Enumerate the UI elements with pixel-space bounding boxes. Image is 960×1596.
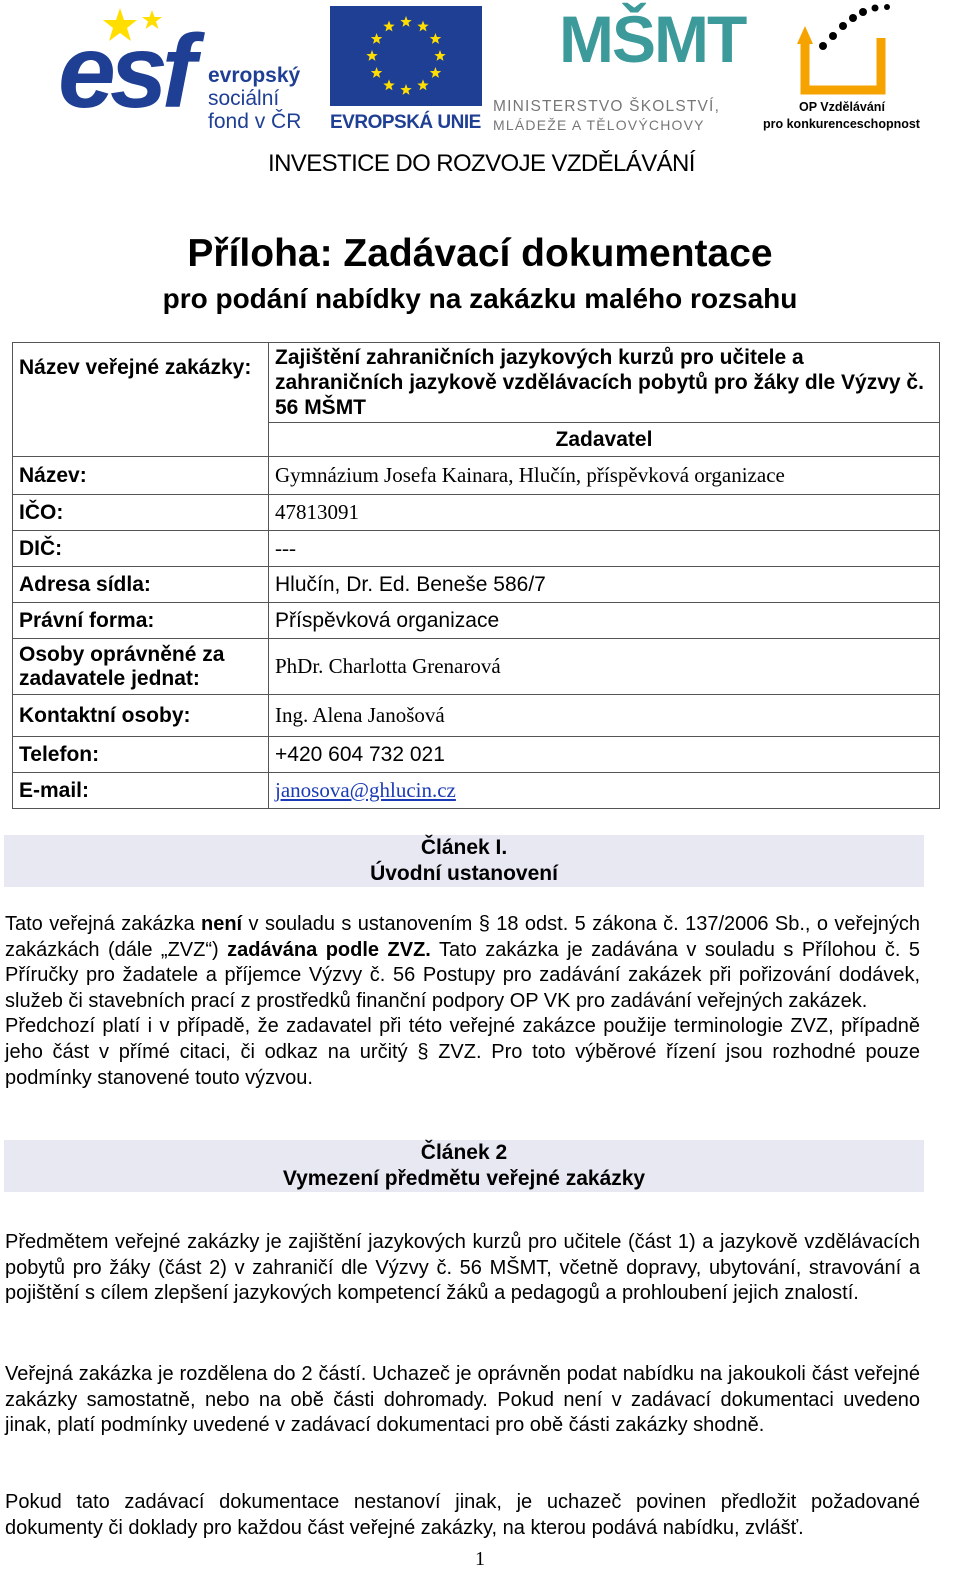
article-2-number: Článek 2 <box>420 1141 508 1164</box>
row-value: Příspěvková organizace <box>269 603 940 639</box>
esf-logo <box>58 6 320 132</box>
row-label: Osoby oprávněné za zadavatele jednat: <box>13 639 269 695</box>
eu-logo <box>330 6 485 132</box>
eu-star-icon <box>417 79 428 90</box>
article-1-paragraph-2: Předchozí platí i v případě, že zadavatel při této veřejné zakázce použije terminologie ZVZ, případně jeho část v přímé citaci, či odkaz na určitý § ZVZ. Pro toto výběrové řízení jsou rozhodné pouze podmínky stanovené touto výzvou. <box>5 1015 920 1089</box>
row-label: IČO: <box>13 495 269 531</box>
contract-name-value: Zajištění zahraničních jazykových kurzů pro učitele a zahraničních jazykově vzdělávacích pobytů pro žáky dle Výzvy č. 56 MŠMT <box>269 343 940 423</box>
table-row <box>13 457 940 495</box>
row-value: Gymnázium Josefa Kainara, Hlučín, příspěvková organizace <box>269 457 940 495</box>
table-row <box>13 531 940 567</box>
op-line-2: pro konkurenceschopnost <box>763 117 920 131</box>
eu-star-icon <box>400 84 411 95</box>
page-number: 1 <box>475 1548 485 1570</box>
tagline: INVESTICE DO ROZVOJE VZDĚLÁVÁNÍ <box>268 150 695 177</box>
row-label: Právní forma: <box>13 603 269 639</box>
table-row <box>13 639 940 695</box>
logo-bar <box>0 0 960 177</box>
table-row <box>13 737 940 773</box>
article-2-heading <box>4 1140 924 1192</box>
eu-label: EVROPSKÁ UNIE <box>330 112 481 133</box>
article-2-paragraph-2: Veřejná zakázka je rozdělena do 2 částí. Uchazeč je oprávněn podat nabídku na jakoukoli část veřejné zakázky samostatně, nebo na obě části dohromady. Pokud není v zadávací dokumentaci uvedeno jinak, platí podmínky uvedené v zadávací dokumentaci pro obě části zakázky shodně. <box>5 1363 920 1437</box>
row-value <box>269 773 940 809</box>
contract-info-table <box>12 342 940 809</box>
article-2-paragraph-3: Pokud tato zadávací dokumentace nestanoví jinak, je uchazeč povinen předložit požadované dokumenty či doklady pro každou část veřejné zakázky, na kterou podává nabídku, zvlášť. <box>5 1491 920 1539</box>
eu-star-icon <box>400 16 411 27</box>
article-2-title: Vymezení předmětu veřejné zakázky <box>282 1167 646 1190</box>
article-1-heading <box>4 835 924 887</box>
page-subtitle: pro podání nabídky na zakázku malého rozsahu <box>162 283 798 314</box>
msmt-line-2: MLÁDEŽE A TĚLOVÝCHOVY <box>493 117 705 133</box>
eu-star-icon <box>383 79 394 90</box>
eu-star-icon <box>371 67 383 78</box>
op-years: 2007-13 <box>876 56 885 86</box>
table-row <box>13 603 940 639</box>
esf-letters: esf <box>58 14 191 130</box>
eu-star-icon <box>417 21 428 32</box>
eu-flag-icon <box>330 6 482 106</box>
table-row <box>13 343 940 423</box>
row-label: Telefon: <box>13 737 269 773</box>
row-value: +420 604 732 021 <box>269 737 940 773</box>
email-link[interactable]: janosova@ghlucin.cz <box>275 778 456 802</box>
eu-stars-icon <box>330 6 482 106</box>
eu-star-icon <box>371 33 383 44</box>
row-value: PhDr. Charlotta Grenarová <box>269 639 940 695</box>
eu-star-icon <box>434 50 445 61</box>
article-2-paragraph-1: Předmětem veřejné zakázky je zajištění jazykových kurzů pro učitele (část 1) a jazykově vzdělávacích pobytů pro žáky (část 2) v zahraničí dle Výzvy č. 56 MŠMT, včetně dopravy, ubytování, stravování a pojištění s cílem zlepšení jazykových kompetencí žáků a pedagogů a prohloubení jejich znalostí. <box>5 1231 920 1305</box>
article-1-number: Článek I. <box>420 836 508 859</box>
eu-star-icon <box>430 33 442 44</box>
row-label: Kontaktní osoby: <box>13 695 269 737</box>
article-1-title: Úvodní ustanovení <box>370 862 558 885</box>
row-value: Hlučín, Dr. Ed. Beneše 586/7 <box>269 567 940 603</box>
table-row <box>13 567 940 603</box>
op-emblem-icon <box>797 4 907 96</box>
contract-name-label: Název veřejné zakázky: <box>13 343 269 457</box>
eu-star-icon <box>366 50 377 61</box>
eu-star-icon <box>430 67 442 78</box>
table-row <box>13 495 940 531</box>
msmt-mark: MŠMT <box>559 2 746 76</box>
table-row <box>13 695 940 737</box>
op-line-1: OP Vzdělávání <box>799 100 885 114</box>
table-row <box>13 773 940 809</box>
page-title: Příloha: Zadávací dokumentace <box>187 232 773 275</box>
row-value: --- <box>269 531 940 567</box>
article-1-body: Tato veřejná zakázka není v souladu s ustanovením § 18 odst. 5 zákona č. 137/2006 Sb., o veřejných zakázkách (dále „ZVZ“) zadávána podle ZVZ. Tato zakázka je zadávána v souladu s Přílohou č. 5 Příručky pro žadatele a příjemce Výzvy č. 56 Postupy pro zadávání zakázek při pořizování dodávek, služeb či stavebních prací z prostředků finanční podpory OP VK pro zadávání veřejných zakázek. Předchozí platí i v případě, že zadavatel při této veřejné zakázce použije terminologie ZVZ, případně jeho část v přímé citaci, či odkaz na určitý § ZVZ. Pro toto výběrové řízení jsou rozhodné pouze podmínky stanovené touto výzvou. <box>5 913 921 1089</box>
op-logo <box>763 4 943 132</box>
eu-star-icon <box>383 21 394 32</box>
row-label: Název: <box>13 457 269 495</box>
msmt-logo <box>493 2 755 133</box>
esf-text: evropský sociální fond v ČR <box>208 64 302 133</box>
row-value: 47813091 <box>269 495 940 531</box>
row-value: Ing. Alena Janošová <box>269 695 940 737</box>
msmt-line-1: MINISTERSTVO ŠKOLSTVÍ, <box>493 98 721 115</box>
row-label: Adresa sídla: <box>13 567 269 603</box>
row-label: E-mail: <box>13 773 269 809</box>
row-label: DIČ: <box>13 531 269 567</box>
contracting-authority-header: Zadavatel <box>269 423 940 457</box>
